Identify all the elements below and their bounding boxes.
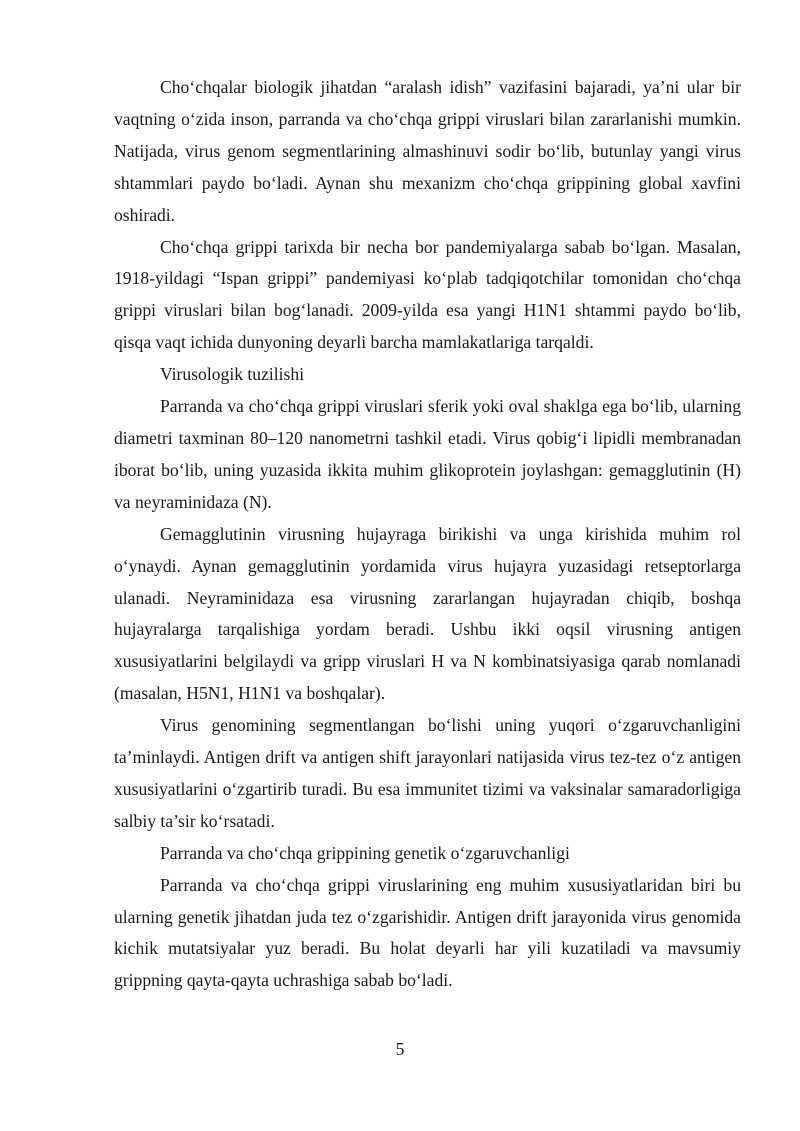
paragraph-mixing-vessel: Cho‘chqalar biologik jihatdan “aralash idish” vazifasini bajaradi, ya’ni ular bir vaqtning o‘zida inson, parranda va cho‘chqa grippi viruslari bilan zararlanishi mumkin. Natijada, virus genom segmentlarining almashinuvi sodir bo‘lib, butunlay yangi virus shtammlari paydo bo‘ladi. Aynan shu mexanizm cho‘chqa grippining global xavfini oshiradi. bbox=[114, 77, 741, 225]
page-number: 5 bbox=[395, 1039, 405, 1059]
paragraph-hemagglutinin: Gemagglutinin virusning hujayraga birikishi va unga kirishida muhim rol o‘ynaydi. Aynan gemagglutinin yordamida virus hujayra yuzasidagi retseptorlarga ulanadi. Neyraminidaza esa virusning zararlangan hujayradan chiqib, boshqa hujayralarga tarqalishiga yordam beradi. Ushbu ikki oqsil virusning antigen xususiyatlarini belgilaydi va gripp viruslari H va N kombinatsiyasiga qarab nomlanadi (masalan, H5N1, H1N1 va boshqalar). bbox=[114, 523, 741, 704]
document-body bbox=[114, 72, 741, 997]
section-heading-genetic-variability: Parranda va cho‘chqa grippining genetik o‘zgaruvchanligi bbox=[160, 842, 570, 863]
section-heading-virus-structure: Virusologik tuzilishi bbox=[160, 364, 305, 385]
paragraph-genome-variability: Virus genomining segmentlangan bo‘lishi uning yuqori o‘zgaruvchanligini ta’minlaydi. Antigen drift va antigen shift jarayonlari natijasida virus tez-tez o‘z antigen xususiyatlarini o‘zgartirib turadi. Bu esa immunitet tizimi va vaksinalar samaradorligiga salbiy ta’sir ko‘rsatadi. bbox=[114, 715, 741, 831]
paragraph-antigen-drift: Parranda va cho‘chqa grippi viruslarining eng muhim xususiyatlaridan biri bu ularning genetik jihatdan juda tez o‘zgarishidir. Antigen drift jarayonida virus genomida kichik mutatsiyalar yuz beradi. Bu holat deyarli har yili kuzatiladi va mavsumiy grippning qayta-qayta uchrashiga sabab bo‘ladi. bbox=[114, 874, 741, 991]
paragraph-pandemic-history: Cho‘chqa grippi tarixda bir necha bor pandemiyalarga sabab bo‘lgan. Masalan, 1918-yildagi “Ispan grippi” pandemiyasi ko‘plab tadqiqotchilar tomonidan cho‘chqa grippi viruslari bilan bog‘lanadi. 2009-yilda esa yangi H1N1 shtammi paydo bo‘lib, qisqa vaqt ichida dunyoning deyarli barcha mamlakatlariga tarqaldi. bbox=[114, 236, 741, 353]
paragraph-virus-shape: Parranda va cho‘chqa grippi viruslari sferik yoki oval shaklga ega bo‘lib, ularning diametri taxminan 80–120 nanometrni tashkil etadi. Virus qobig‘i lipidli membranadan iborat bo‘lib, uning yuzasida ikkita muhim glikoprotein joylashgan: gemagglutinin (H) va neyraminidaza (N). bbox=[114, 396, 741, 512]
